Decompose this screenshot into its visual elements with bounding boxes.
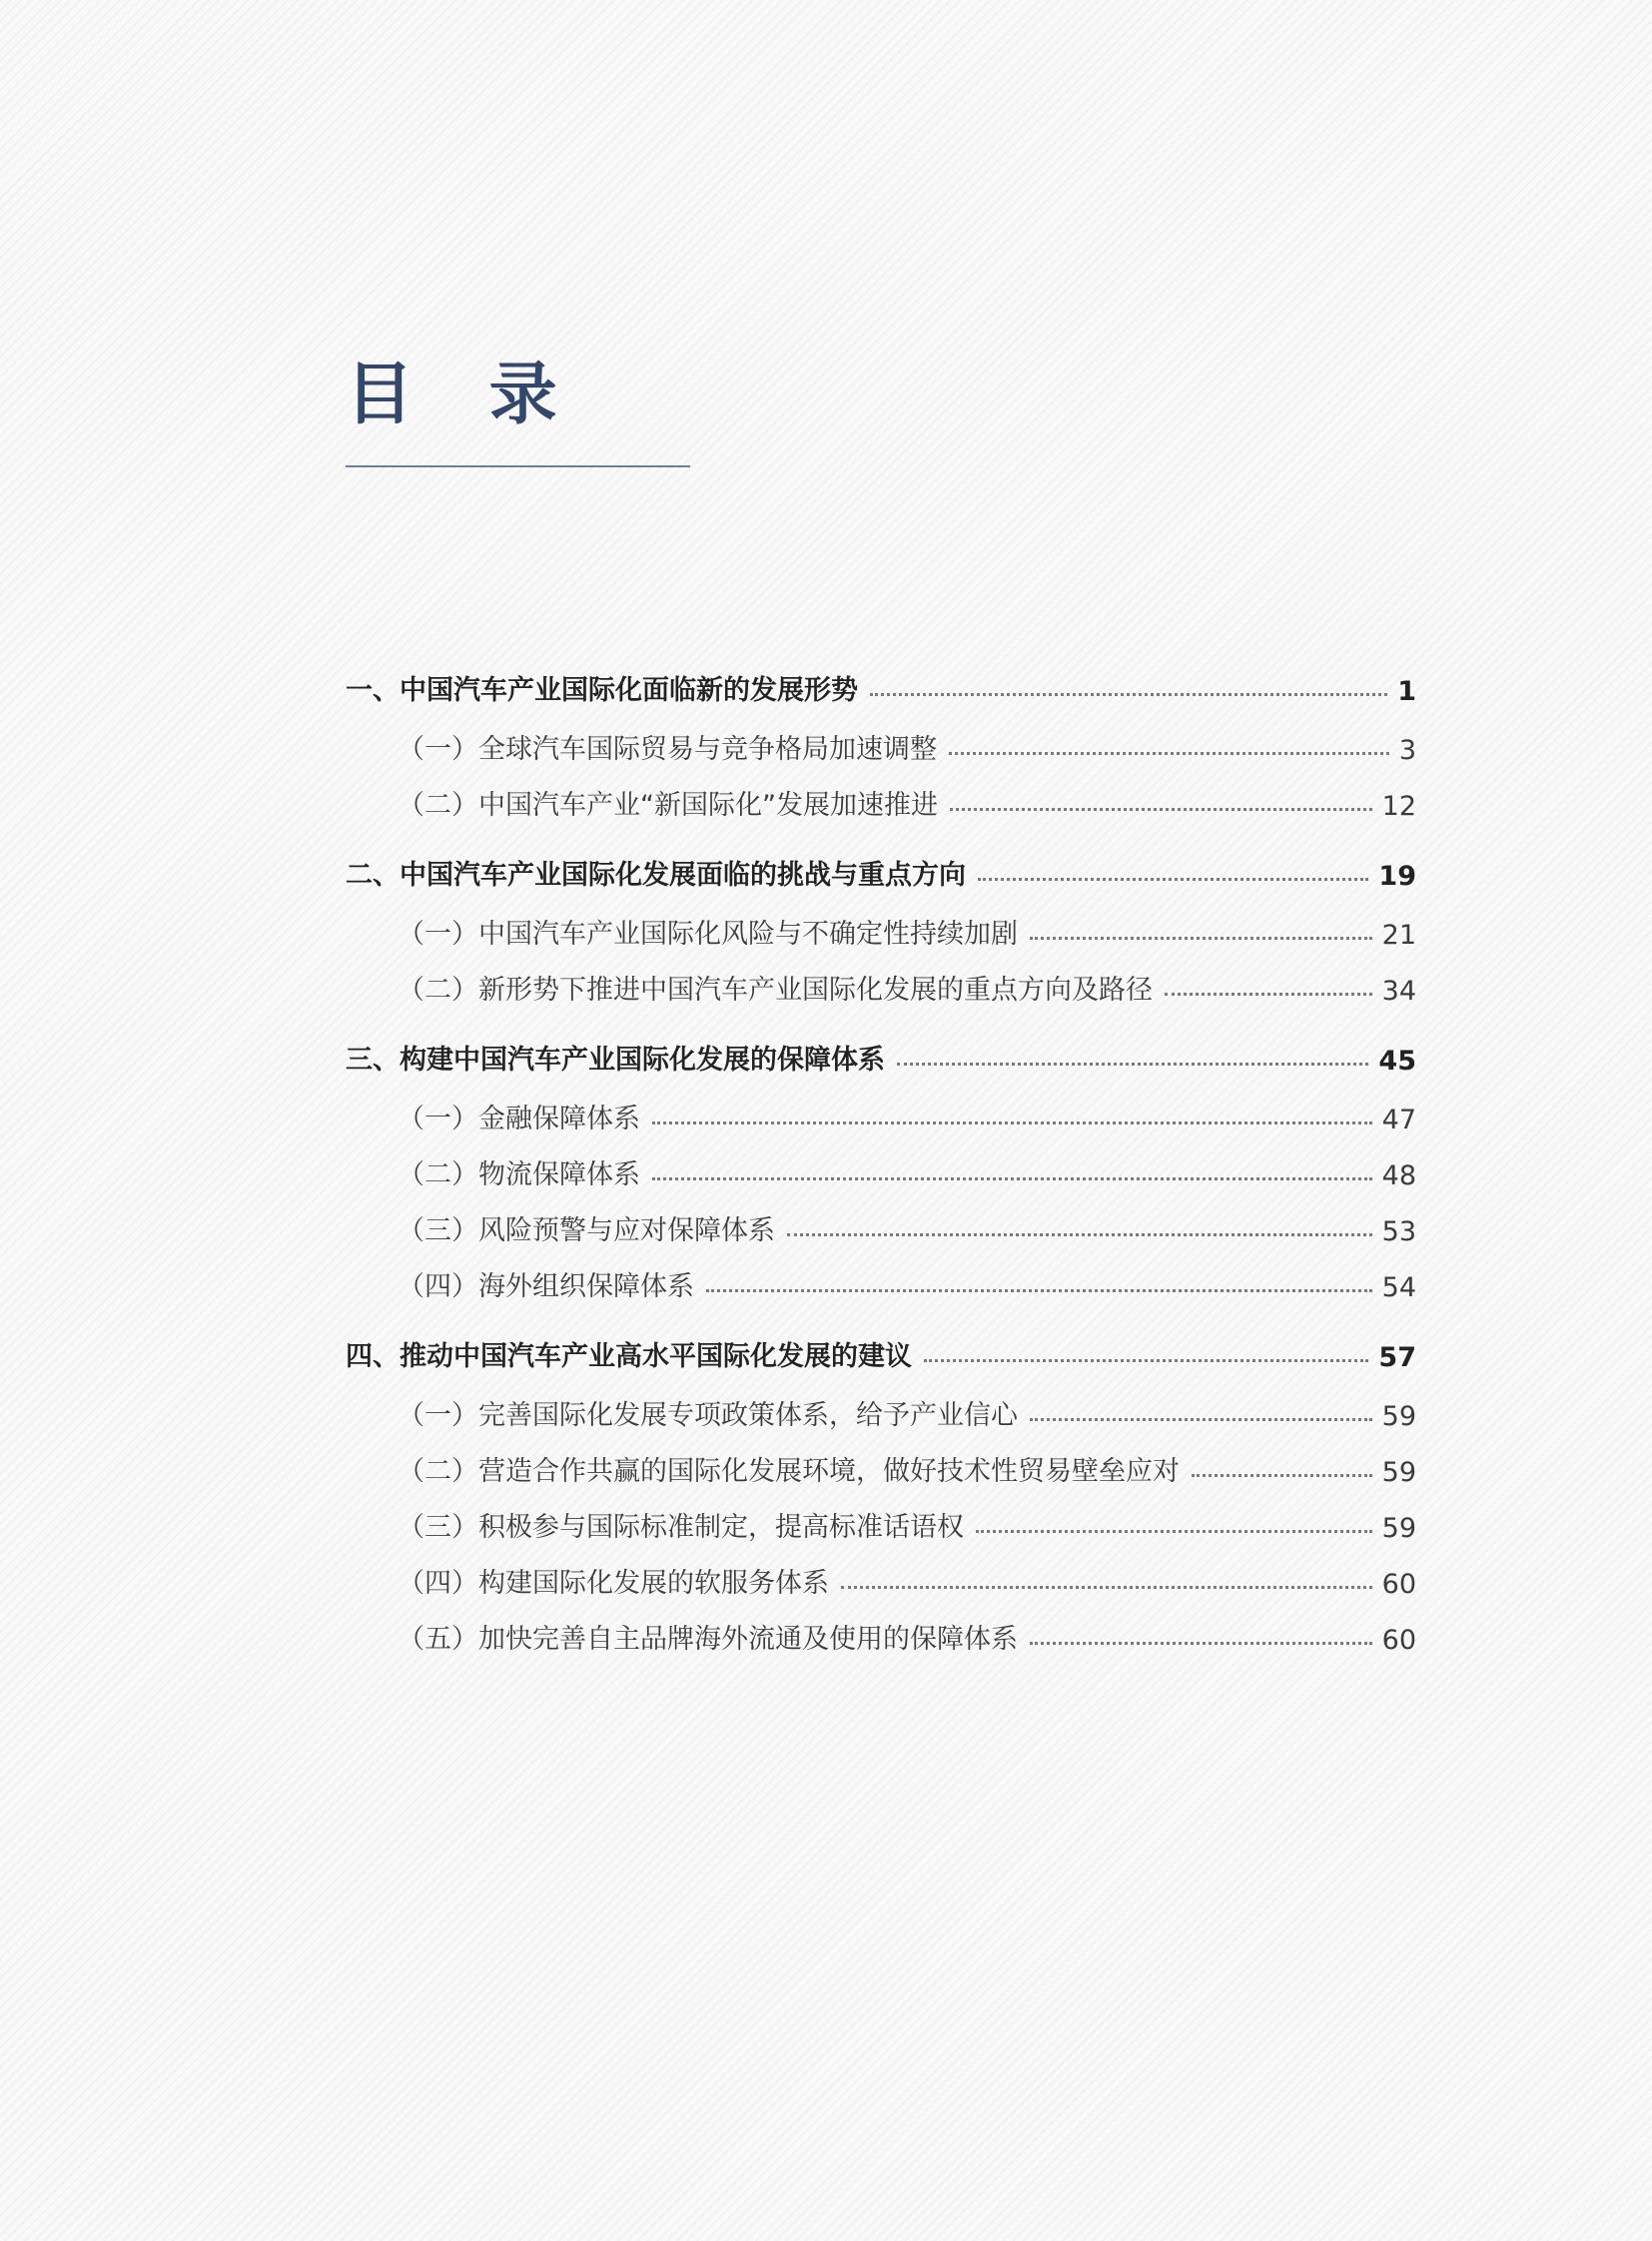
- toc-entry-page: 47: [1381, 1105, 1416, 1135]
- dot-leader: [1030, 937, 1372, 940]
- toc-entry-3-2[interactable]: [346, 1148, 1416, 1191]
- toc-entry-page: 54: [1381, 1272, 1416, 1303]
- toc-entry-page: 57: [1378, 1342, 1416, 1373]
- page-title: 目 录: [346, 356, 583, 434]
- dot-leader: [976, 1530, 1372, 1533]
- dot-leader: [1030, 1642, 1372, 1645]
- toc-entry-label: 二、中国汽车产业国际化发展面临的挑战与重点方向: [346, 860, 966, 891]
- dot-leader: [924, 1359, 1368, 1362]
- dot-leader: [950, 808, 1372, 811]
- dot-leader: [1192, 1474, 1372, 1477]
- toc-entry-chapter-3[interactable]: [346, 1029, 1416, 1077]
- toc-entry-label: （二）新形势下推进中国汽车产业国际化发展的重点方向及路径: [398, 975, 1153, 1006]
- toc-entry-page: 21: [1381, 920, 1416, 951]
- toc-entry-2-1[interactable]: [346, 908, 1416, 951]
- dot-leader: [652, 1121, 1372, 1124]
- toc-entry-page: 12: [1381, 791, 1416, 822]
- toc-entry-label: （三）积极参与国际标准制定，提高标准话语权: [398, 1512, 964, 1543]
- toc-section-4: [346, 1325, 1416, 1656]
- dot-leader: [652, 1177, 1372, 1180]
- toc-section-2: [346, 844, 1416, 1007]
- toc-entry-label: （四）海外组织保障体系: [398, 1271, 694, 1302]
- toc-entry-label: （三）风险预警与应对保障体系: [398, 1215, 775, 1246]
- dot-leader: [787, 1233, 1372, 1236]
- dot-leader: [978, 878, 1368, 881]
- toc-section-3: [346, 1029, 1416, 1303]
- toc-entry-3-1[interactable]: [346, 1093, 1416, 1135]
- dot-leader: [1030, 1418, 1372, 1421]
- toc-entry-4-2[interactable]: [346, 1445, 1416, 1488]
- toc-entry-4-1[interactable]: [346, 1389, 1416, 1432]
- toc-entry-label: （二）物流保障体系: [398, 1159, 640, 1190]
- toc-entry-label: （一）中国汽车产业国际化风险与不确定性持续加剧: [398, 919, 1018, 950]
- toc-entry-label: 三、构建中国汽车产业国际化发展的保障体系: [346, 1045, 885, 1076]
- toc-entry-1-2[interactable]: [346, 779, 1416, 822]
- toc-entry-page: 60: [1381, 1625, 1416, 1656]
- toc-entry-chapter-2[interactable]: [346, 844, 1416, 892]
- toc-entry-chapter-1[interactable]: [346, 659, 1416, 707]
- toc-entry-chapter-4[interactable]: [346, 1325, 1416, 1373]
- toc-entry-page: 60: [1381, 1569, 1416, 1600]
- toc-entry-page: 48: [1381, 1160, 1416, 1191]
- toc-entry-label: （一）全球汽车国际贸易与竞争格局加速调整: [398, 734, 937, 765]
- toc-entry-page: 3: [1398, 735, 1416, 766]
- toc-entry-4-5[interactable]: [346, 1613, 1416, 1656]
- toc-entry-page: 53: [1381, 1216, 1416, 1247]
- toc-entry-page: 59: [1381, 1513, 1416, 1544]
- toc-entry-label: （二）营造合作共赢的国际化发展环境，做好技术性贸易壁垒应对: [398, 1456, 1180, 1487]
- toc-entry-4-3[interactable]: [346, 1501, 1416, 1544]
- dot-leader: [1165, 993, 1372, 996]
- table-of-contents: [346, 659, 1416, 1678]
- toc-entry-page: 19: [1378, 861, 1416, 892]
- toc-entry-page: 59: [1381, 1457, 1416, 1488]
- dot-leader: [897, 1063, 1368, 1066]
- dot-leader: [949, 752, 1389, 755]
- toc-entry-page: 34: [1381, 976, 1416, 1007]
- toc-entry-page: 1: [1397, 676, 1416, 707]
- toc-entry-label: （一）完善国际化发展专项政策体系，给予产业信心: [398, 1400, 1018, 1431]
- toc-entry-label: （四）构建国际化发展的软服务体系: [398, 1568, 829, 1599]
- toc-entry-label: 一、中国汽车产业国际化面临新的发展形势: [346, 675, 858, 706]
- toc-entry-1-1[interactable]: [346, 723, 1416, 766]
- toc-entry-label: （二）中国汽车产业“新国际化”发展加速推进: [398, 790, 938, 821]
- title-underline: [346, 465, 690, 467]
- dot-leader: [841, 1586, 1372, 1589]
- toc-section-1: [346, 659, 1416, 822]
- toc-entry-page: 59: [1381, 1401, 1416, 1432]
- toc-entry-label: 四、推动中国汽车产业高水平国际化发展的建议: [346, 1341, 912, 1372]
- toc-entry-3-4[interactable]: [346, 1260, 1416, 1303]
- dot-leader: [870, 693, 1387, 696]
- toc-entry-label: （一）金融保障体系: [398, 1104, 640, 1134]
- toc-entry-3-3[interactable]: [346, 1204, 1416, 1247]
- toc-entry-4-4[interactable]: [346, 1557, 1416, 1600]
- toc-entry-2-2[interactable]: [346, 964, 1416, 1007]
- toc-entry-label: （五）加快完善自主品牌海外流通及使用的保障体系: [398, 1624, 1018, 1655]
- dot-leader: [706, 1289, 1372, 1292]
- toc-entry-page: 45: [1378, 1046, 1416, 1077]
